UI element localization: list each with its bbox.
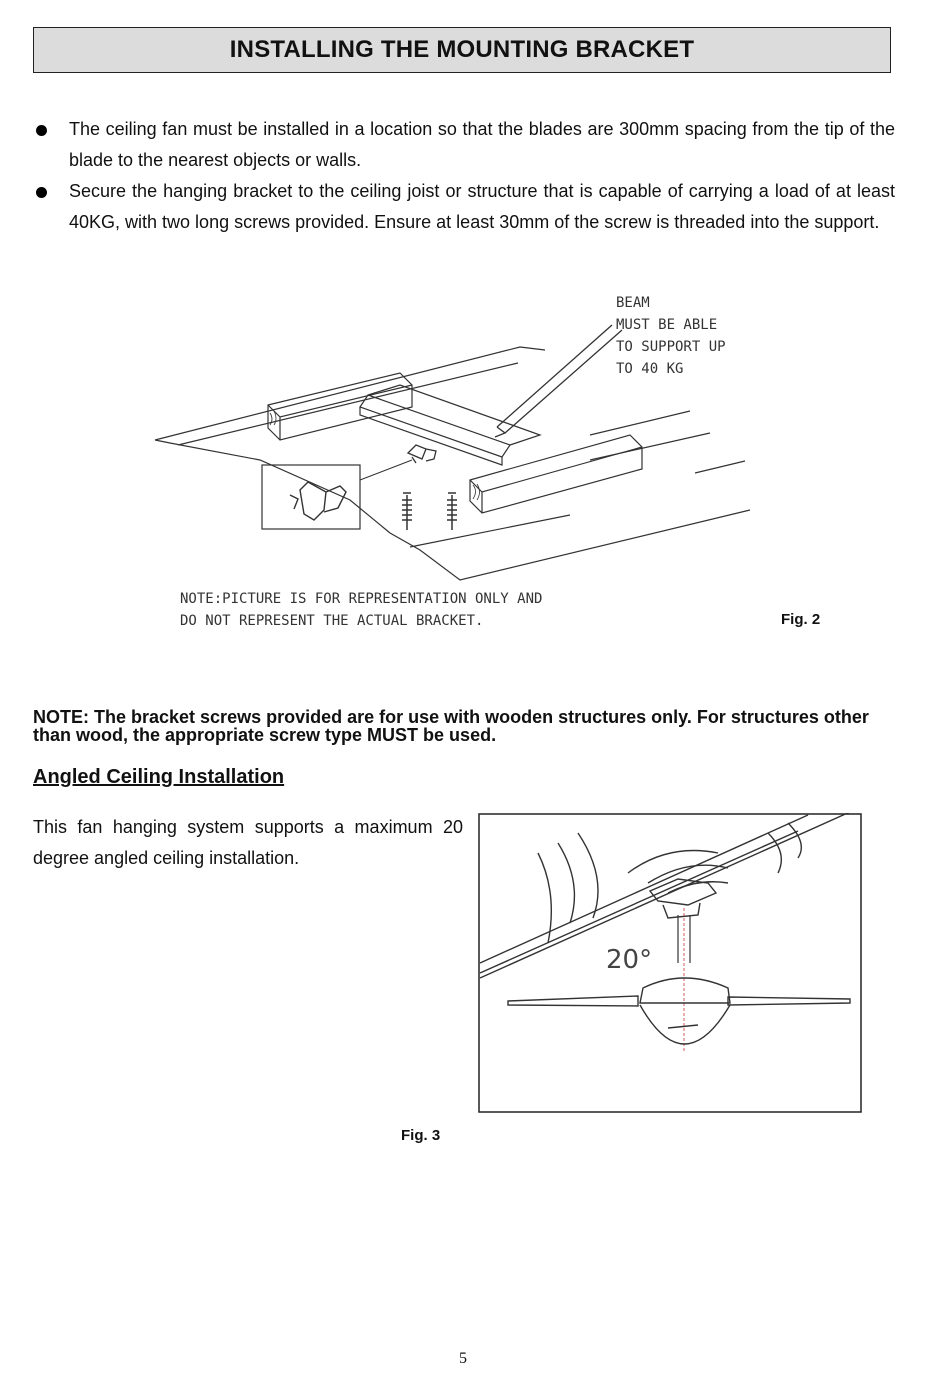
page-number: 5	[459, 1350, 467, 1367]
section-title-box	[33, 27, 891, 73]
beam-label-line: MUST BE ABLE	[616, 317, 718, 333]
figure-note-line: DO NOT REPRESENT THE ACTUAL BRACKET.	[180, 613, 484, 629]
beam-label-line: TO SUPPORT UP	[616, 339, 726, 355]
beam-label-line: BEAM	[616, 295, 650, 311]
figure-3-caption: Fig. 3	[401, 1127, 441, 1144]
bullet-item	[33, 114, 895, 176]
bullet-list	[33, 114, 895, 238]
bullet-dot-icon	[36, 187, 47, 198]
wood-screw-note: NOTE: The bracket screws provided are for use with wooden structures only. For structures other than wood, the appropriate screw type MUST be used.	[33, 707, 869, 745]
beam-label-line: TO 40 KG	[616, 361, 684, 377]
angled-ceiling-heading: Angled Ceiling Installation	[33, 766, 285, 788]
bullet-text: Secure the hanging bracket to the ceiling joist or structure that is capable of carrying a load of at least 40KG, with two long screws provided. Ensure at least 30mm of the screw is threaded into the support.	[69, 181, 895, 232]
angled-ceiling-text: This fan hanging system supports a maximum 20 degree angled ceiling installation.	[33, 817, 463, 868]
angle-label: 20°	[606, 945, 653, 975]
figure-3-angled-ceiling-illustration	[478, 813, 862, 1113]
figure-note-line: NOTE:PICTURE IS FOR REPRESENTATION ONLY AND	[180, 591, 543, 607]
section-title: INSTALLING THE MOUNTING BRACKET	[229, 36, 695, 63]
bullet-text: The ceiling fan must be installed in a location so that the blades are 300mm spacing from the tip of the blade to the nearest objects or walls.	[69, 119, 895, 170]
figure-2-caption: Fig. 2	[781, 611, 821, 628]
bullet-dot-icon	[36, 125, 47, 136]
figure-2-beam-illustration	[150, 285, 760, 635]
bullet-item	[33, 176, 895, 238]
